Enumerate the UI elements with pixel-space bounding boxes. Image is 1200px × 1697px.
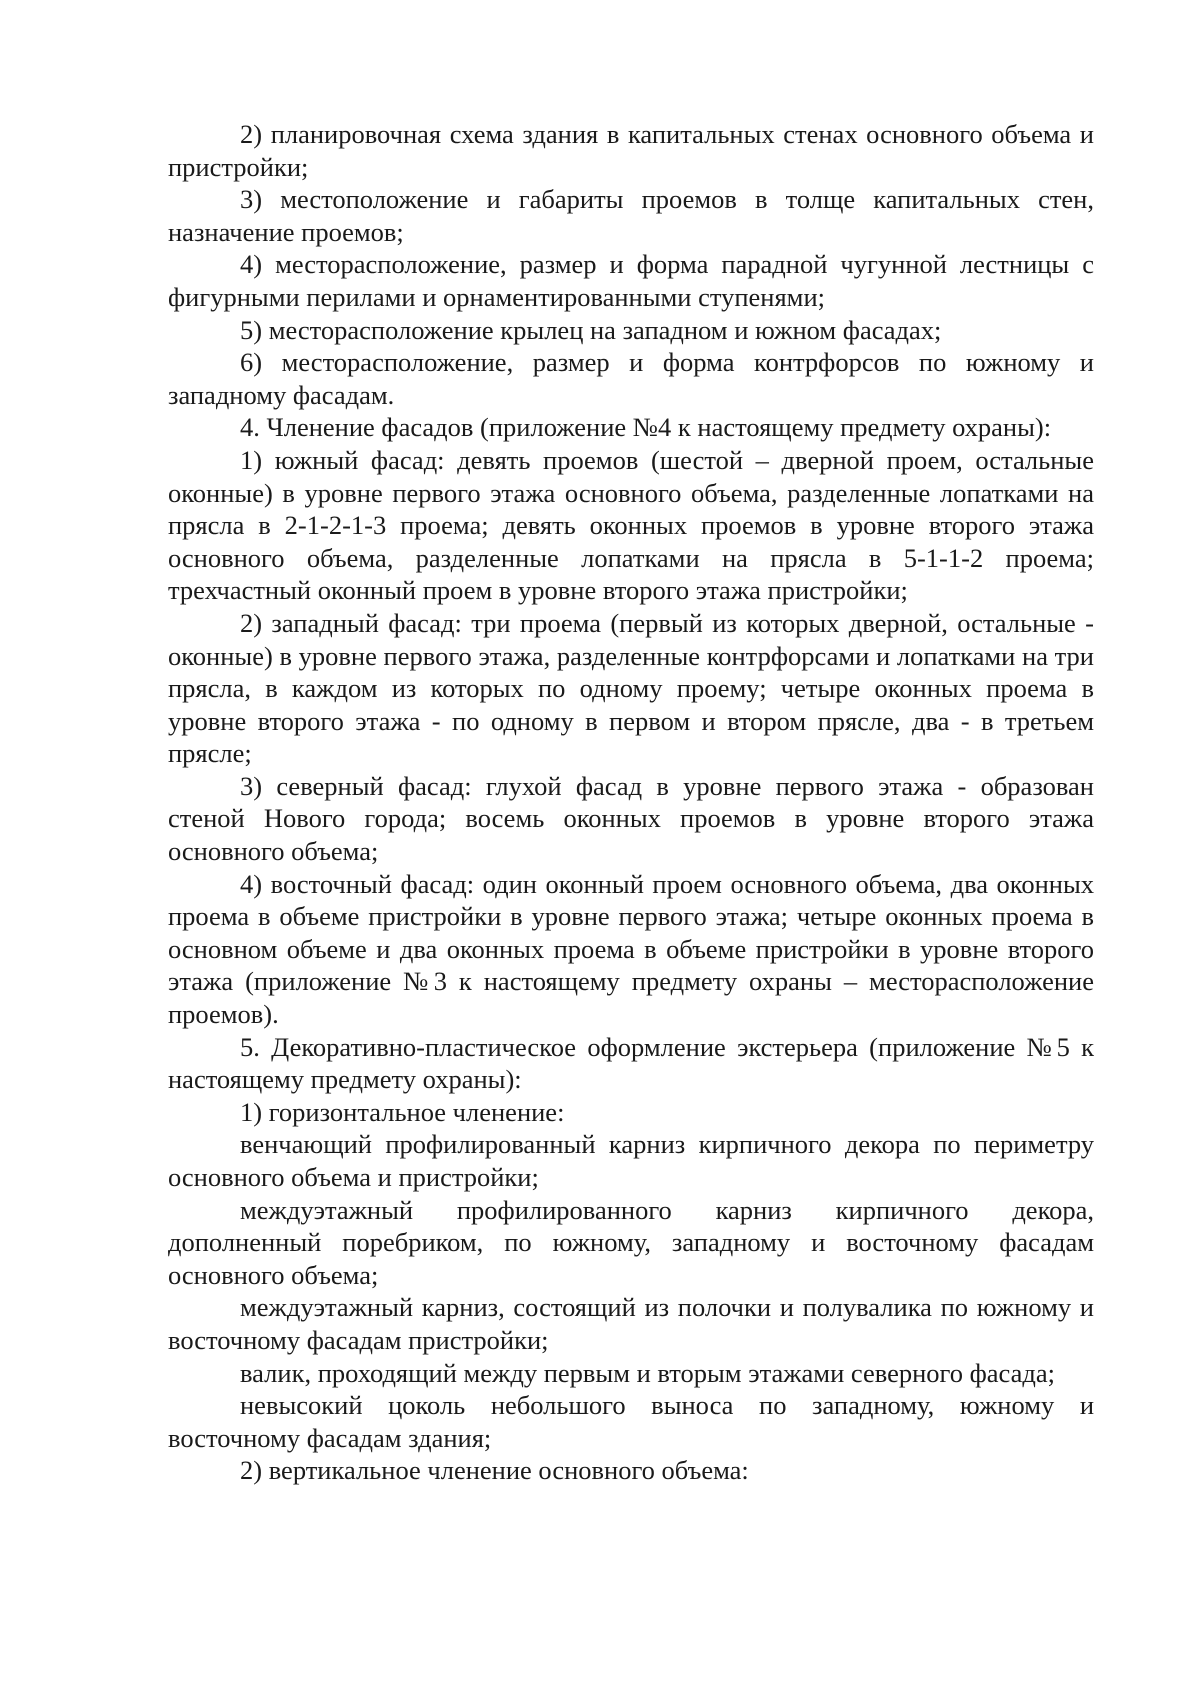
paragraph-horizontal-division: 1) горизонтальное членение: [240, 1096, 565, 1127]
paragraph-vertical-division: 2) вертикальное членение основного объема: [240, 1455, 749, 1486]
paragraph-item-5: 5) месторасположение крылец на западном и южном фасадах; [240, 314, 942, 345]
paragraph-roll-molding: валик, проходящий между первым и вторым этажами северного фасада; [240, 1357, 1056, 1388]
section-5-heading: 5. Декоративно-пластическое оформление экстерьера (приложение №5 к настоящему предмету охраны): [168, 1031, 1094, 1095]
paragraph-west-facade: 2) западный фасад: три проема (первый из которых дверной, остальные - оконные) в уровне первого этажа, разделенные контрфорсами и лопатками на три прясла, в каждом из которых по одному проему; четыре оконных проема в уровне второго этажа - по одному в первом и втором прясле, два - в третьем прясле; [168, 607, 1094, 769]
document-body [168, 118, 1094, 1487]
paragraph-item-2: 2) планировочная схема здания в капитальных стенах основного объема и пристройки; [168, 119, 1094, 182]
paragraph-item-6: 6) месторасположение, размер и форма контрфорсов по южному и западному фасадам. [168, 347, 1094, 410]
paragraph-south-facade: 1) южный фасад: девять проемов (шестой – дверной проем, остальные оконные) в уровне первого этажа основного объема, разделенные лопатками на прясла в 2-1-2-1-3 проема; девять оконных проемов в уровне второго этажа основного объема, разделенные лопатками на прясла в 5-1-1-2 проема; трехчастный оконный проем в уровне второго этажа пристройки; [168, 444, 1094, 606]
paragraph-north-facade: 3) северный фасад: глухой фасад в уровне первого этажа - образован стеной Нового города; восемь оконных проемов в уровне второго этажа основного объема; [168, 770, 1094, 867]
section-4-heading: 4. Членение фасадов (приложение №4 к настоящему предмету охраны): [240, 412, 1052, 443]
paragraph-interfloor-cornice-annex: междуэтажный карниз, состоящий из полочки и полувалика по южному и восточному фасадам пристройки; [168, 1292, 1094, 1355]
paragraph-item-4: 4) месторасположение, размер и форма парадной чугунной лестницы с фигурными перилами и орнаментированными ступенями; [168, 249, 1094, 312]
paragraph-interfloor-cornice: междуэтажный профилированного карниз кирпичного декора, дополненный поребриком, по южному, западному и восточному фасадам основного объема; [168, 1194, 1094, 1290]
paragraph-plinth: невысокий цоколь небольшого выноса по западному, южному и восточному фасадам здания; [168, 1390, 1094, 1453]
paragraph-east-facade: 4) восточный фасад: один оконный проем основного объема, два оконных проема в объеме пристройки в уровне первого этажа; четыре оконных проема в основном объеме и два оконных проема в объеме пристройки в уровне второго этажа (приложение №3 к настоящему предмету охраны – месторасположение проемов). [168, 868, 1094, 1030]
paragraph-crowning-cornice: венчающий профилированный карниз кирпичного декора по периметру основного объема и пристройки; [168, 1129, 1094, 1192]
paragraph-item-3: 3) местоположение и габариты проемов в толще капитальных стен, назначение проемов; [168, 184, 1094, 247]
